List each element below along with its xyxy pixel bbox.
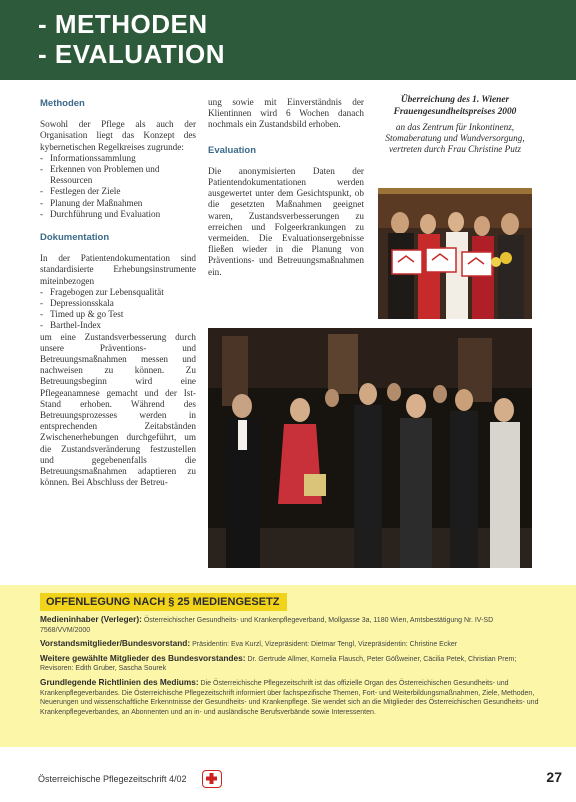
disclosure-text: Präsidentin: Eva Kurzl, Vizepräsident: Dietmar Tengl, Vizepräsidentin: Christine Ecker bbox=[192, 641, 458, 649]
list-item: - Informationssammlung bbox=[40, 153, 196, 164]
red-cross-logo-icon bbox=[202, 770, 222, 788]
disclosure-entry-verleger bbox=[40, 615, 540, 635]
column-middle bbox=[208, 97, 364, 290]
evaluation-body: Die anonymisierten Daten der Patientendokumentationen werden ausgewertet unter dem Gesichtspunkt, ob die gesetzten Maßnahmen geeignet waren, Zustandsverbesserungen zu erreichen und Folgeerkrankungen zu vermeiden. Die Evaluationsergebnisse fließen wieder in die Planung von Präventions- und Betreuungsmaßnahmen ein. bbox=[208, 165, 364, 277]
disclosure-entry-vorstand bbox=[40, 639, 540, 650]
list-item: - Festlegen der Ziele bbox=[40, 186, 196, 197]
list-item: - Planung der Maßnahmen bbox=[40, 198, 196, 209]
continuation-text: ung sowie mit Einverständnis der Klientinnen wird 6 Wochen danach nochmals ein Zustandsbild erhoben. bbox=[208, 97, 364, 130]
reception-photo-illustration bbox=[208, 328, 532, 568]
reception-photo bbox=[208, 328, 532, 568]
heading-methoden: Methoden bbox=[40, 98, 85, 109]
disclosure-text: Die Österreichische Pflegezeitschrift ist das offizielle Organ des Österreichischen Gesundheits- und Krankenpflegeverbandes. Die Österreichische Pflegezeitschrift informiert über fachspezifische Themen, Fort- und Weiterbildungsmaßnahmen, Ziele, Methoden, Neuerungen und wissenschaftliche Erkenntnisse der Gesundheits- und Krankenpflege. Sie wendet sich an die Mitglieder des Österreichischen Gesundheits- und Krankenpflegeverbandes, an Abonnenten und an in- und ausländische Berufsverbände sowie Interessenten. bbox=[40, 679, 539, 716]
disclosure-label: Vorstandsmitglieder/Bundesvorstand: bbox=[40, 638, 191, 649]
caption-title: Überreichung des 1. Wiener Frauengesundheitspreises 2000 bbox=[393, 95, 517, 117]
title-banner bbox=[0, 0, 576, 80]
journal-name: Österreichische Pflegezeitschrift 4/02 bbox=[38, 774, 187, 784]
heading-dokumentation: Dokumentation bbox=[40, 232, 110, 244]
page-title-evaluation: - EVALUATION bbox=[38, 39, 226, 69]
disclosure-label: Weitere gewählte Mitglieder des Bundesvorstandes: bbox=[40, 652, 246, 663]
caption-body: an das Zentrum für Inkontinenz, Stomaberatung und Wundversorgung, vertreten durch Frau Christine Putz bbox=[385, 122, 525, 155]
list-item: - Fragebogen zur Lebensqualität bbox=[40, 287, 196, 298]
list-item: - Durchführung und Evaluation bbox=[40, 209, 196, 220]
disclosure-box bbox=[0, 585, 576, 747]
dokumentation-list bbox=[40, 287, 196, 332]
disclosure-title: OFFENLEGUNG NACH § 25 MEDIENGESETZ bbox=[40, 593, 287, 611]
list-item: - Erkennen von Problemen und Ressourcen bbox=[40, 164, 196, 186]
photo-caption bbox=[374, 95, 536, 156]
list-item: - Depressionsskala bbox=[40, 298, 196, 309]
disclosure-entry-richtlinien bbox=[40, 678, 540, 717]
disclosure-body bbox=[40, 615, 540, 721]
disclosure-text: Dr. Gertrude Allmer, Kornelia Flausch, Peter Gößweiner, Cäcilia Petek, Christian Prem; Revisoren: Edith Gruber, Sascha Sourek bbox=[40, 655, 517, 673]
disclosure-text: Österreichischer Gesundheits- und Krankenpflegeverband, Mollgasse 3a, 1180 Wien, Amtsbestätigung Nr. IV-SD 7568/VVM/2000 bbox=[40, 617, 494, 634]
page-title-methoden: - METHODEN bbox=[38, 9, 208, 39]
award-ceremony-photo bbox=[378, 188, 532, 319]
methoden-list bbox=[40, 153, 196, 220]
dokumentation-intro: In der Patientendokumentation sind standardisierte Erhebungsinstrumente miteinbezogen bbox=[40, 253, 196, 286]
page-footer bbox=[0, 768, 576, 798]
list-item: - Barthel-Index bbox=[40, 320, 196, 331]
disclosure-label: Grundlegende Richtlinien des Mediums: bbox=[40, 676, 199, 687]
award-photo-illustration bbox=[378, 188, 532, 319]
column-left bbox=[40, 98, 196, 501]
methoden-intro: Sowohl der Pflege als auch der Organisation liegt das Konzept des kybernetischen Regelkreises zugrunde: bbox=[40, 119, 196, 152]
heading-evaluation: Evaluation bbox=[208, 144, 257, 156]
page-number: 27 bbox=[546, 769, 562, 785]
disclosure-entry-mitglieder bbox=[40, 654, 540, 674]
dokumentation-body: um eine Zustandsverbesserung durch unsere Präventions- und Betreuungsmaßnahmen messen und nachweisen zu können. Zu Betreuungsbeginn wird eine Pflegeanamnese gemacht und der Ist-Stand erhoben. Während des Betreuungsprozesses werden in entsprechenden Zeitabständen Zwischenerhebungen durchgeführt, um die Zustandsveränderung festzustellen und gegebenenfalls die Betreuungsmaßnahmen adaptieren zu können. Bei Abschluss der Betreu- bbox=[40, 331, 196, 488]
disclosure-label: Medieninhaber (Verleger): bbox=[40, 614, 142, 624]
list-item: - Timed up & go Test bbox=[40, 309, 196, 320]
